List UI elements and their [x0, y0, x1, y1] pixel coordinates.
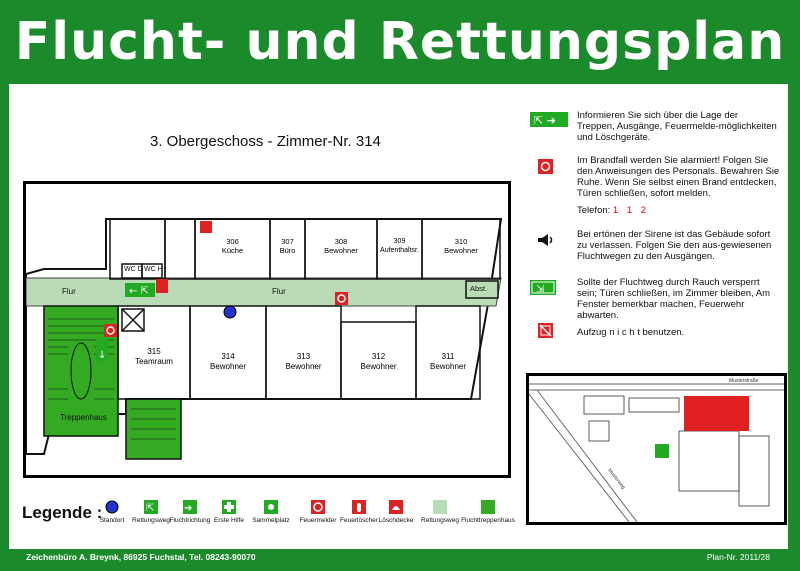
room-name: Bewohner — [360, 362, 397, 371]
page-title: Flucht- und Rettungsplan — [14, 12, 786, 72]
phone-label: Telefon: — [577, 205, 611, 216]
fire-blanket-sign — [200, 221, 212, 233]
treppenhaus-label: Treppenhaus — [60, 413, 107, 422]
room-315 — [118, 347, 190, 367]
feuerloescher-icon — [352, 500, 366, 514]
svg-text:⇱: ⇱ — [146, 503, 155, 514]
room-number: 311 — [441, 352, 455, 361]
room-309 — [377, 237, 422, 255]
room-name: Bewohner — [429, 362, 467, 371]
legend-label: Erste Hilfe — [214, 517, 244, 524]
legend-label: Fluchtrichtung — [169, 517, 211, 524]
svg-text:↓: ↓ — [98, 350, 107, 361]
legend-label: Standort — [99, 517, 125, 524]
room-310 — [422, 237, 500, 255]
feuermelder-icon — [311, 500, 325, 514]
sammelplatz-icon — [264, 500, 278, 514]
assembly-point-marker — [655, 444, 669, 458]
emergency-exit-icon — [530, 280, 556, 295]
room-name: Aufenthaltsr. — [380, 247, 419, 254]
flur-mid-label: Flur — [272, 287, 286, 296]
room-number: 314 — [221, 352, 235, 361]
room-314 — [190, 352, 266, 372]
svg-text:⇲: ⇲ — [536, 284, 545, 295]
legend-label: Sammelplatz — [252, 517, 290, 524]
room-name: Bewohner — [444, 246, 478, 255]
wc-d-label: WC D — [124, 266, 143, 273]
info-text-1: Informieren Sie sich über die Lage der Treppen, Ausgänge, Feuermelde-möglichkeiten und Löschgeräte. — [577, 110, 777, 143]
siren-icon — [536, 233, 554, 247]
fluchtrichtung-icon — [183, 500, 197, 514]
phone-row — [577, 205, 649, 216]
info-text-5: Aufzug n i c h t benutzen. — [577, 327, 685, 338]
legend-label: Feuerlöscher — [340, 517, 378, 524]
room-number: 312 — [371, 352, 386, 361]
room-number: 306 — [226, 237, 239, 246]
room-number: 315 — [147, 347, 161, 356]
room-name: Teamraum — [135, 357, 173, 366]
floor-title: 3. Obergeschoss - Zimmer-Nr. 314 — [150, 133, 381, 150]
floor-plan — [23, 181, 511, 478]
room-306 — [195, 237, 270, 255]
fire-alarm-icon — [538, 159, 553, 174]
room-number: 307 — [281, 237, 294, 246]
svg-text:⇱ ➔: ⇱ ➔ — [534, 114, 556, 127]
footer-company: Zeichenbüro A. Breynk, 86925 Fuchstal, Tel. 08243-90070 — [26, 552, 256, 562]
legend-title: Legende : — [22, 503, 103, 522]
legend-label: Rettungsweg — [421, 517, 459, 524]
info-text-2: Im Brandfall werden Sie alarmiert! Folgen Sie den Anweisungen des Personals. Bewahren Sie Ruhe. Wenn Sie selbst einen Brand entdecken, Türen schließen, sofort melden. — [577, 155, 780, 199]
room-name: Bewohner — [285, 362, 322, 371]
site-map-drawing — [529, 376, 784, 522]
standort-icon — [105, 500, 119, 514]
legend-label: Feuermelder — [299, 517, 337, 524]
street-label-2: Musterweg — [606, 467, 627, 491]
floor-plan-drawing — [26, 184, 508, 475]
fire-extinguisher-sign — [156, 279, 168, 293]
room-313 — [266, 352, 341, 372]
svg-text:➔: ➔ — [184, 503, 193, 514]
room-307 — [270, 237, 305, 255]
info-text-3: Bei ertönen der Sirene ist das Gebäude sofort zu verlassen. Folgen Sie den aus-gewiesenen Fluchtwegen zu den Ausgängen. — [577, 229, 772, 262]
no-elevator-icon — [538, 323, 553, 338]
info-text-4: Sollte der Fluchtweg durch Rauch versperrt sein; Türen schließen, im Zimmer bleiben, Am Fenster bemerkbar machen, Feuerwehr abwarten. — [577, 277, 771, 321]
flur-left-label: Flur — [62, 287, 76, 296]
room-number: 308 — [334, 237, 348, 246]
abst-label: Abst. — [470, 284, 488, 293]
fluchttreppenhaus-icon — [481, 500, 495, 514]
site-minimap — [526, 373, 787, 525]
corridor-escape-route — [26, 278, 501, 306]
fire-alarm-sign-stairs — [104, 324, 117, 337]
room-name: Küche — [221, 246, 244, 255]
loeschdecke-icon — [389, 500, 403, 514]
room-number: 310 — [454, 237, 468, 246]
erste-hilfe-icon — [222, 500, 236, 514]
legend-label: Rettungsweg — [132, 517, 170, 524]
room-name: Büro — [279, 246, 296, 255]
wc-h-label: WC H — [144, 266, 163, 273]
street-label-1: Musterstraße — [729, 378, 759, 384]
room-number: 313 — [296, 352, 311, 361]
legend-label: Fluchttreppenhaus — [461, 517, 515, 524]
room-number: 309 — [393, 238, 406, 245]
footer-plan-number: Plan-Nr. 2011/28 — [706, 552, 770, 562]
standort-marker — [224, 306, 236, 318]
room-311 — [416, 352, 480, 372]
room-312 — [341, 352, 416, 372]
svg-text:← ⇱: ← ⇱ — [129, 286, 149, 297]
room-name: Bewohner — [209, 362, 247, 371]
room-308 — [305, 237, 377, 255]
building-highlight — [684, 396, 749, 431]
room-name: Bewohner — [324, 246, 358, 255]
fire-alarm-sign — [335, 292, 348, 305]
rettungsweg-area-icon — [433, 500, 447, 514]
legend-item-fluchttreppenhaus — [459, 500, 517, 524]
rettungsweg-icon — [144, 500, 158, 514]
escape-route-icon — [530, 112, 568, 127]
phone-number: 1 1 2 — [612, 205, 650, 216]
legend-label: Löschdecke — [378, 517, 414, 524]
